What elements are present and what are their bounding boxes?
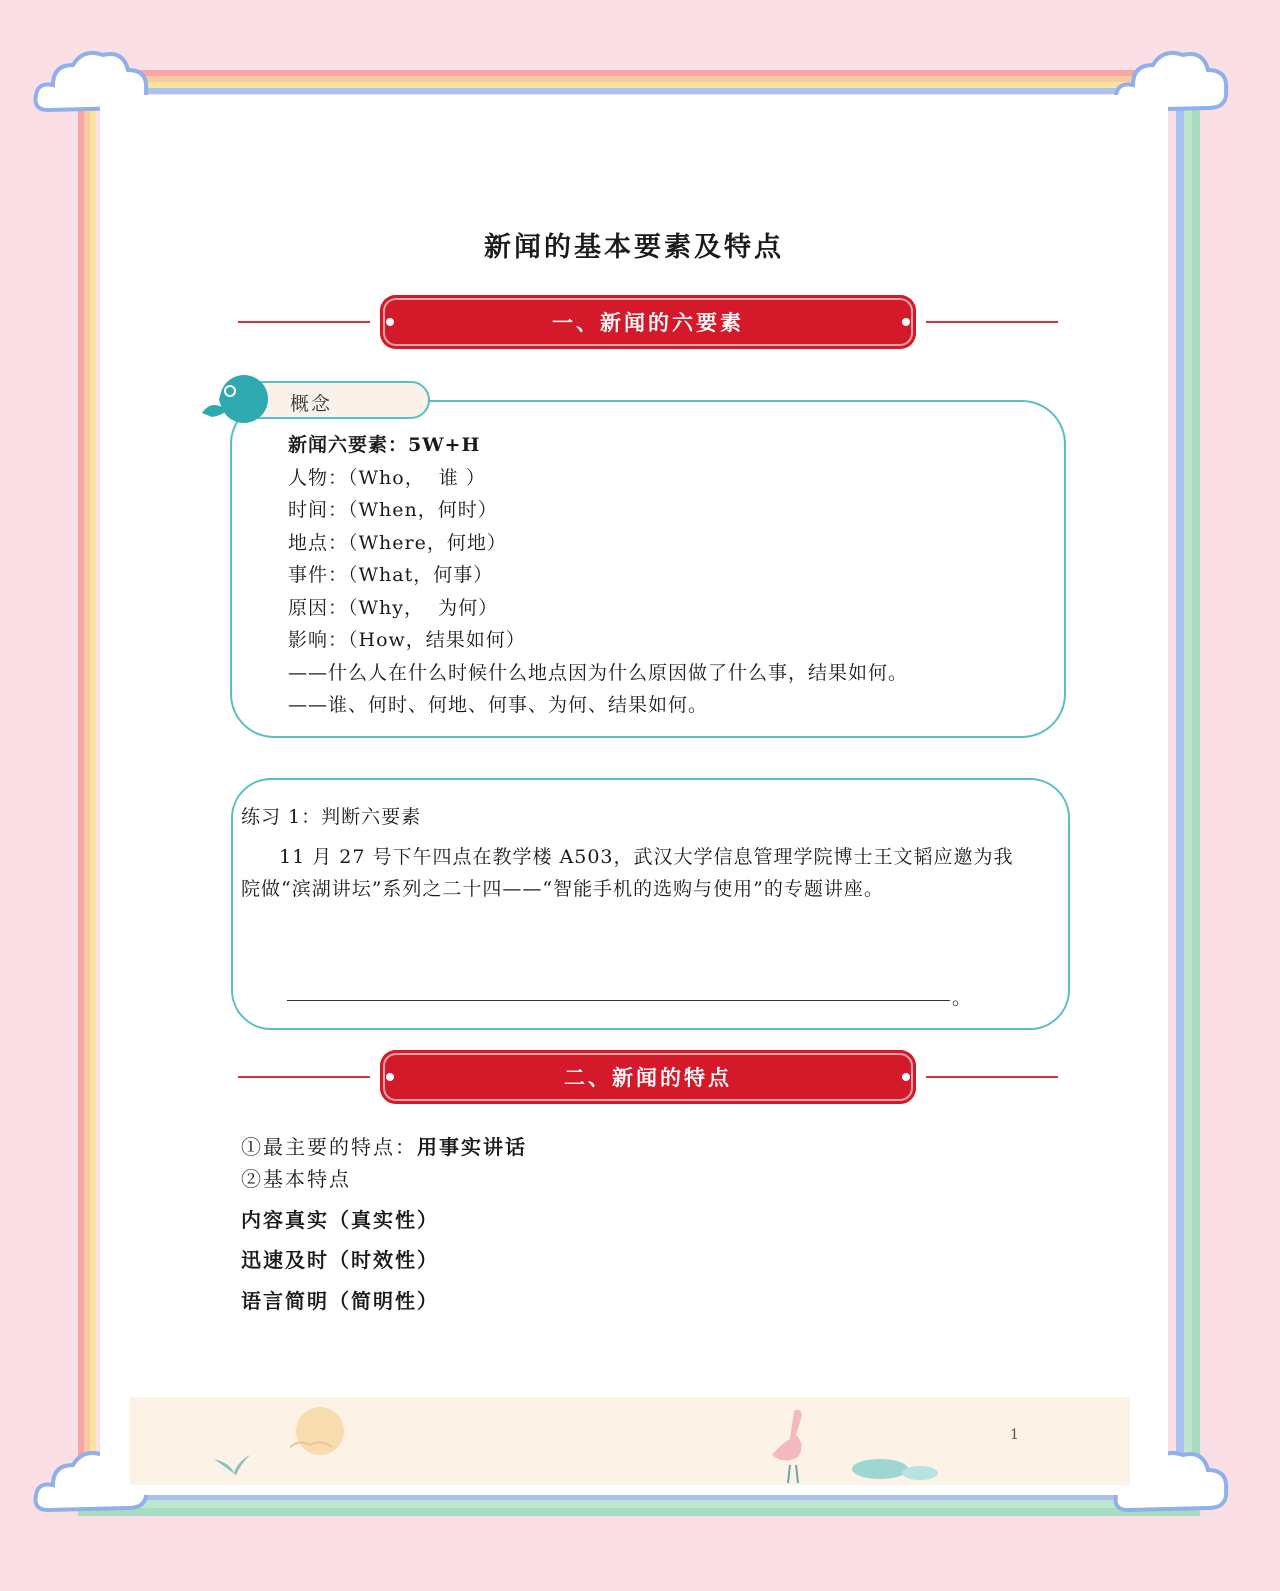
- element-how: 影响：（How，结果如何）: [288, 629, 526, 651]
- page-title: 新闻的基本要素及特点: [484, 232, 784, 263]
- section-2-label: 二、新闻的特点: [564, 1065, 732, 1090]
- section-banner-1: [238, 295, 1058, 349]
- answer-blank-end: 。: [952, 987, 972, 1009]
- concept-tab-label: 概念: [290, 393, 333, 415]
- element-who: 人物：（Who， 谁 ）: [288, 466, 486, 489]
- banner-line-right: [926, 1076, 1058, 1078]
- banner-ribbon: [380, 1050, 916, 1104]
- page-number: 1: [1010, 1427, 1019, 1443]
- main-feature-value: 用事实讲话: [417, 1135, 527, 1159]
- swallow-decoration-icon: [210, 1449, 254, 1479]
- element-where: 地点：（Where，何地）: [288, 531, 507, 554]
- banner-ribbon: [380, 295, 916, 349]
- document-page: [100, 95, 1168, 1495]
- main-feature: [241, 1131, 527, 1160]
- element-what: 事件：（What，何事）: [288, 564, 494, 586]
- feature-item: 内容真实（真实性）: [241, 1208, 439, 1232]
- concept-tab: [258, 381, 430, 419]
- answer-blank[interactable]: [287, 1000, 950, 1001]
- exercise-title: 练习 1：判断六要素: [241, 806, 422, 828]
- exercise-paragraph: 11 月 27 号下午四点在教学楼 A503，武汉大学信息管理学院博士王文韬应邀为我院做“滨湖讲坛”系列之二十四——“智能手机的选购与使用”的专题讲座。: [241, 846, 1014, 900]
- section-1-label: 一、新闻的六要素: [552, 310, 744, 335]
- element-when: 时间：（When，何时）: [288, 499, 498, 521]
- banner-line-left: [238, 321, 370, 323]
- moon-decoration-icon: [280, 1403, 360, 1463]
- banner-line-left: [238, 1076, 370, 1078]
- lotus-leaf-decoration-icon: [850, 1453, 940, 1483]
- banner-line-right: [926, 321, 1058, 323]
- crane-decoration-icon: [750, 1405, 820, 1485]
- summary-line-1: ——什么人在什么时候什么地点因为什么原因做了什么事，结果如何。: [288, 661, 909, 684]
- main-feature-prefix: ①最主要的特点：: [241, 1135, 417, 1159]
- section-banner-2: [238, 1050, 1058, 1104]
- element-why: 原因：（Why， 为何）: [288, 596, 499, 619]
- teal-cloud-icon: [200, 375, 272, 423]
- feature-item: 语言简明（简明性）: [241, 1289, 439, 1313]
- concept-heading: 新闻六要素：5W+H: [288, 434, 481, 456]
- concept-content: [288, 429, 908, 722]
- basic-feature-label: ②基本特点: [241, 1167, 351, 1191]
- footer-decoration: [130, 1397, 1130, 1485]
- summary-line-2: ——谁、何时、何地、何事、为何、结果如何。: [288, 694, 709, 716]
- feature-item: 迅速及时（时效性）: [241, 1248, 439, 1272]
